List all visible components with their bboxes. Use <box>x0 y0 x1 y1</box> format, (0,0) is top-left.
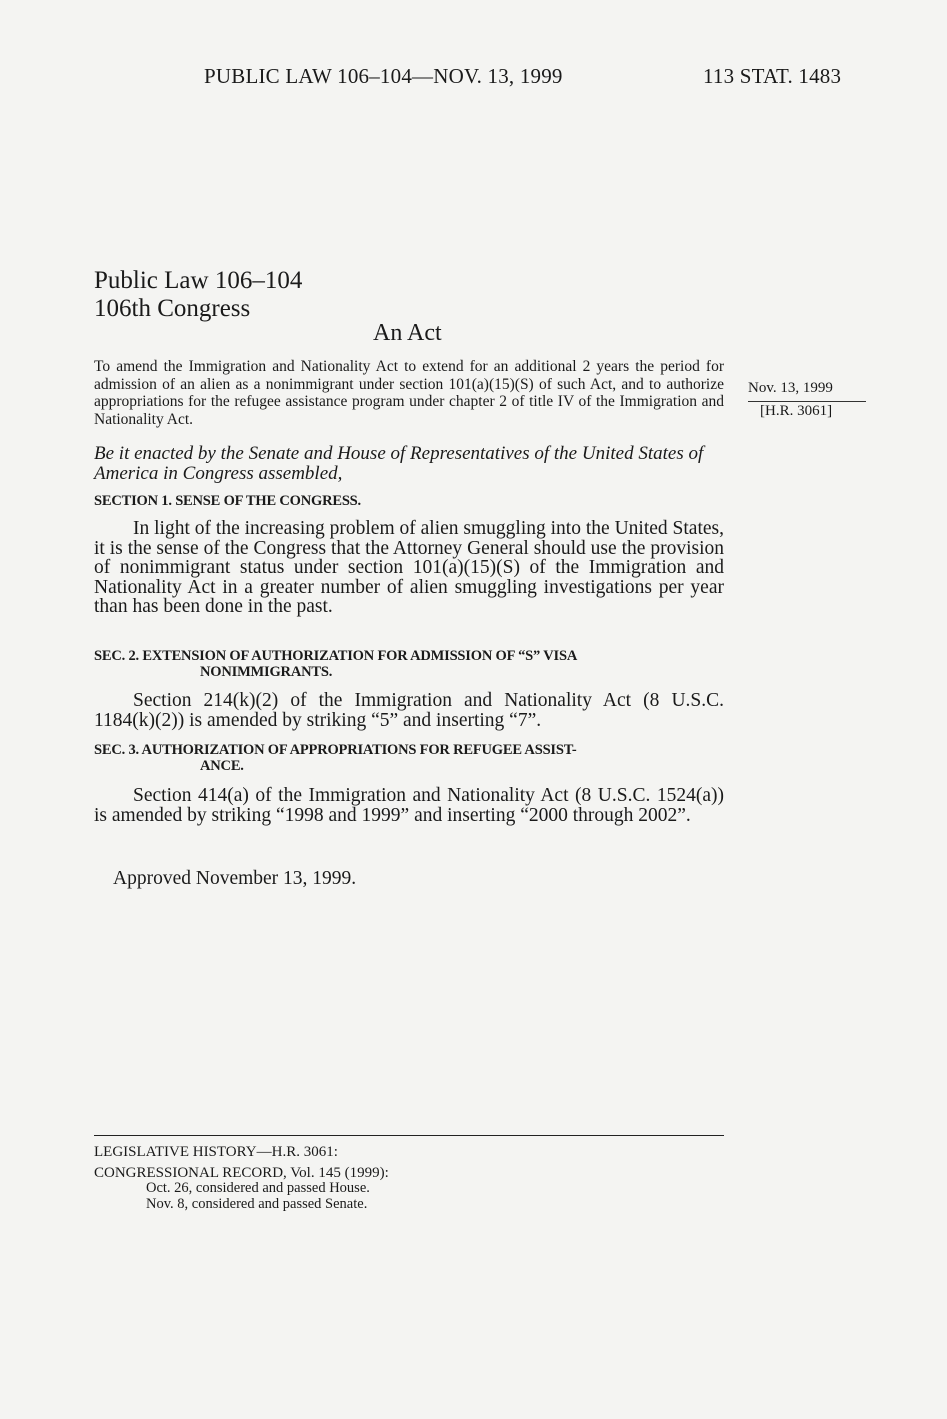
history-entry: Oct. 26, considered and passed House. <box>146 1180 370 1196</box>
section-3-heading <box>94 742 724 774</box>
history-entry: Nov. 8, considered and passed Senate. <box>146 1196 368 1212</box>
margin-bill-number: [H.R. 3061] <box>760 403 833 419</box>
section-3-body: Section 414(a) of the Immigration and Nationality Act (8 U.S.C. 1524(a)) is amended by striking “1998 and 1999” and inserting “2000 through 2002”. <box>94 785 724 826</box>
purpose-clause: To amend the Immigration and Nationality Act to extend for an additional 2 years the period for admission of an alien as a nonimmigrant under section 101(a)(15)(S) of such Act, and to authorize appropriations for the refugee assistance program under chapter 2 of title IV of the Immigration and Nationality Act. <box>94 358 724 428</box>
legislative-history-heading: LEGISLATIVE HISTORY—H.R. 3061: <box>94 1144 338 1160</box>
section-heading-text: SECTION 1. SENSE OF THE CONGRESS. <box>94 493 361 509</box>
congress: 106th Congress <box>94 295 251 322</box>
law-number: Public Law 106–104 <box>94 267 303 294</box>
section-heading-continuation: NONIMMIGRANTS. <box>200 664 333 680</box>
running-head-left: PUBLIC LAW 106–104—NOV. 13, 1999 <box>204 64 563 88</box>
section-2-heading <box>94 648 724 680</box>
section-1-heading <box>94 493 724 509</box>
section-heading-continuation: ANCE. <box>200 758 244 774</box>
footnote-divider <box>94 1135 724 1136</box>
approval-date: Approved November 13, 1999. <box>113 868 357 889</box>
section-heading-text: SEC. 3. AUTHORIZATION OF APPROPRIATIONS FOR REFUGEE ASSIST- <box>94 742 577 758</box>
margin-date: Nov. 13, 1999 <box>748 380 866 402</box>
running-head-page: 113 STAT. 1483 <box>703 64 842 88</box>
section-1-body: In light of the increasing problem of alien smuggling into the United States, it is the sense of the Congress that the Attorney General should use the provision of nonimmigrant status under section 101(a)(15)(S) of the Immigration and Nationality Act in a greater number of alien smuggling investigations per year than has been done in the past. <box>94 518 724 617</box>
act-heading: An Act <box>373 320 442 346</box>
section-2-body: Section 214(k)(2) of the Immigration and Nationality Act (8 U.S.C. 1184(k)(2)) is amended by striking “5” and inserting “7”. <box>94 690 724 731</box>
enacting-clause: Be it enacted by the Senate and House of Representatives of the United States of America in Congress assembled, <box>94 443 704 484</box>
section-heading-text: SEC. 2. EXTENSION OF AUTHORIZATION FOR ADMISSION OF “S” VISA <box>94 648 578 664</box>
congressional-record-line: CONGRESSIONAL RECORD, Vol. 145 (1999): <box>94 1165 389 1181</box>
